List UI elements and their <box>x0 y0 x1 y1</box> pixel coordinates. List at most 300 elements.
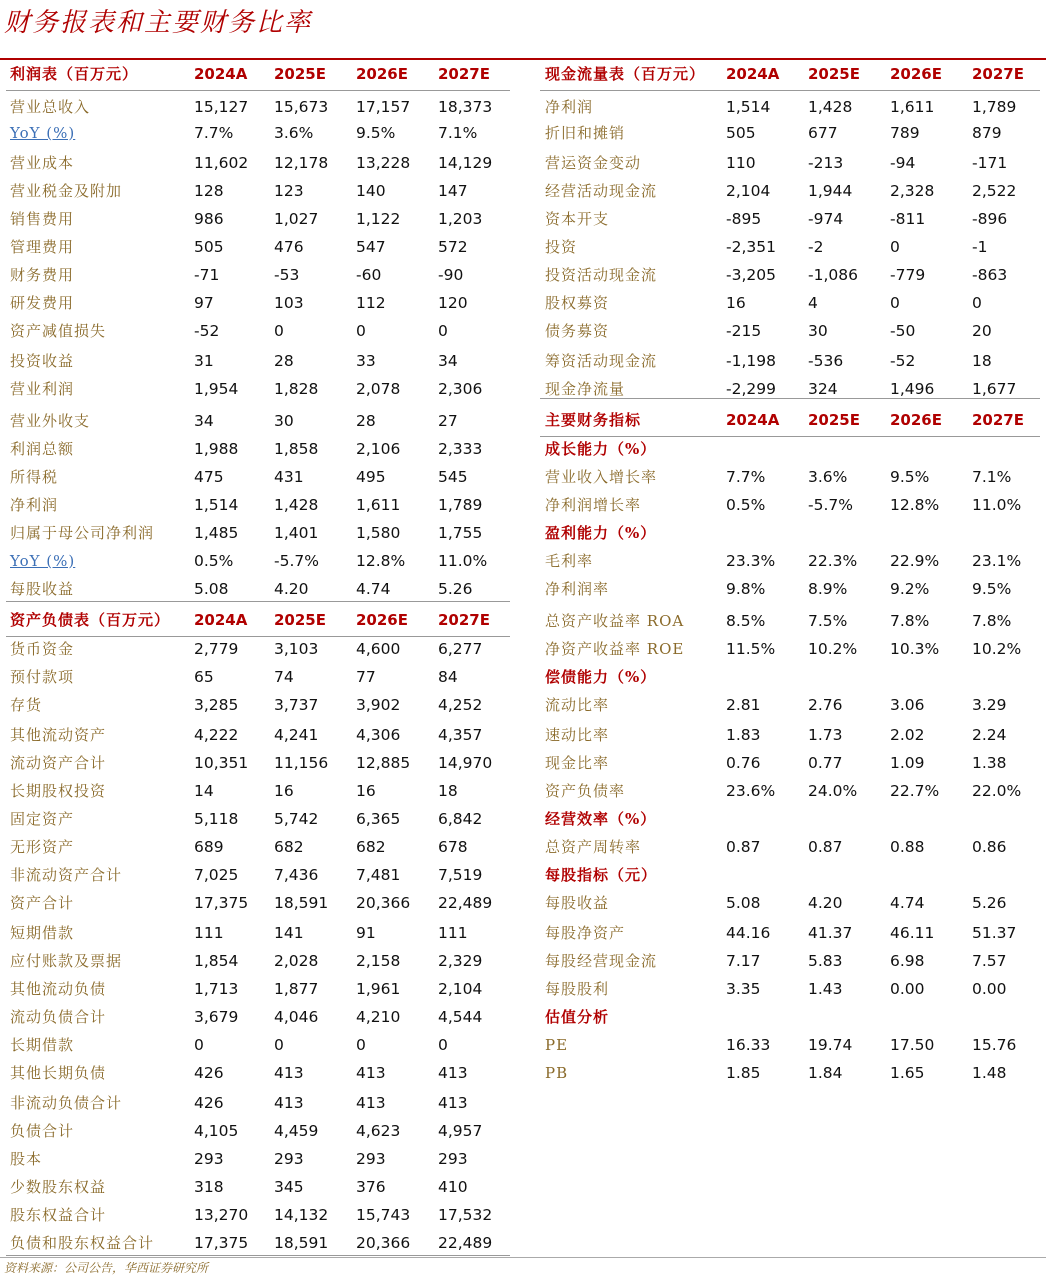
balance-row-value: 77 <box>356 668 376 686</box>
income-row-value: 1,428 <box>274 496 319 514</box>
ratios-row-value: 0.76 <box>726 754 761 772</box>
balance-row-value: 0 <box>438 1036 448 1054</box>
balance-row-value: 12,885 <box>356 754 411 772</box>
cashflow-row-label: 折旧和摊销 <box>545 124 626 142</box>
balance-row-value: 16 <box>274 782 294 800</box>
ratios-row-value: 9.8% <box>726 580 766 598</box>
balance-row-value: 10,351 <box>194 754 249 772</box>
cashflow-row-label: 经营活动现金流 <box>545 182 658 200</box>
balance-row-value: 3,285 <box>194 696 239 714</box>
cashflow-row-label: 资本开支 <box>545 210 610 228</box>
balance-row-value: 413 <box>438 1094 468 1112</box>
cashflow-row-value: 110 <box>726 154 756 172</box>
income-row-value: 147 <box>438 182 468 200</box>
ratios-row-value: 5.26 <box>972 894 1007 912</box>
ratios-row-label: 盈利能力（%） <box>545 524 657 542</box>
income-row-value: 11.0% <box>438 552 488 570</box>
income-title: 利润表（百万元） <box>10 65 139 83</box>
ratios-row-value: 41.37 <box>808 924 853 942</box>
income-row-value: 475 <box>194 468 224 486</box>
balance-row-value: 293 <box>438 1150 468 1168</box>
ratios-row-label: 现金比率 <box>545 754 610 772</box>
balance-row-value: 2,028 <box>274 952 319 970</box>
ratios-row-value: 0.87 <box>808 838 843 856</box>
balance-row-value: 4,210 <box>356 1008 401 1026</box>
ratios-row-value: -5.7% <box>808 496 853 514</box>
income-year-header: 2024A <box>194 65 248 83</box>
cashflow-row-value: 1,789 <box>972 98 1017 116</box>
income-row-value: 9.5% <box>356 124 396 142</box>
cashflow-year-header: 2024A <box>726 65 780 83</box>
cashflow-row-value: 2,104 <box>726 182 771 200</box>
balance-row-label: 无形资产 <box>10 838 75 856</box>
ratios-row-value: 8.5% <box>726 612 766 630</box>
ratios-row-label: 速动比率 <box>545 726 610 744</box>
balance-row-value: 1,961 <box>356 980 401 998</box>
balance-header-divider <box>6 636 510 637</box>
income-row-value: 572 <box>438 238 468 256</box>
cashflow-row-value: 1,611 <box>890 98 935 116</box>
balance-row-value: 426 <box>194 1064 224 1082</box>
balance-row-label: 流动负债合计 <box>10 1008 107 1026</box>
cashflow-row-value: 4 <box>808 294 818 312</box>
income-row-value: 34 <box>194 412 214 430</box>
balance-row-value: 318 <box>194 1178 224 1196</box>
balance-row-value: 4,241 <box>274 726 319 744</box>
cashflow-row-value: 324 <box>808 380 838 398</box>
income-row-value: 5.08 <box>194 580 229 598</box>
balance-row-label: 长期股权投资 <box>10 782 107 800</box>
balance-row-value: 13,270 <box>194 1206 249 1224</box>
balance-row-value: 293 <box>356 1150 386 1168</box>
ratios-row-value: 11.5% <box>726 640 776 658</box>
balance-title: 资产负债表（百万元） <box>10 611 171 629</box>
cashflow-row-value: 30 <box>808 322 828 340</box>
ratios-year-header: 2026E <box>890 411 942 429</box>
ratios-row-value: 0.00 <box>972 980 1007 998</box>
ratios-row-value: 7.7% <box>726 468 766 486</box>
income-row-value: 12,178 <box>274 154 329 172</box>
ratios-row-value: 23.1% <box>972 552 1022 570</box>
income-row-value: 1,611 <box>356 496 401 514</box>
ratios-row-value: 22.7% <box>890 782 940 800</box>
income-row-label: 净利润 <box>10 496 59 514</box>
balance-row-value: 7,519 <box>438 866 483 884</box>
income-row-label: 归属于母公司净利润 <box>10 524 155 542</box>
income-row-value: 547 <box>356 238 386 256</box>
balance-row-label: 固定资产 <box>10 810 75 828</box>
income-row-label: YoY (%) <box>10 124 76 142</box>
ratios-row-value: 23.6% <box>726 782 776 800</box>
ratios-row-value: 1.85 <box>726 1064 761 1082</box>
balance-row-value: 3,103 <box>274 640 319 658</box>
cashflow-row-value: -779 <box>890 266 926 284</box>
balance-row-value: 4,105 <box>194 1122 239 1140</box>
ratios-row-value: 0.86 <box>972 838 1007 856</box>
cashflow-row-value: 1,428 <box>808 98 853 116</box>
income-row-value: 1,122 <box>356 210 401 228</box>
income-row-value: 4.20 <box>274 580 309 598</box>
ratios-row-value: 10.2% <box>972 640 1022 658</box>
cashflow-row-value: 20 <box>972 322 992 340</box>
income-row-value: 1,203 <box>438 210 483 228</box>
balance-row-value: 3,737 <box>274 696 319 714</box>
balance-row-value: 2,329 <box>438 952 483 970</box>
income-row-value: 120 <box>438 294 468 312</box>
balance-row-value: 678 <box>438 838 468 856</box>
income-year-header: 2026E <box>356 65 408 83</box>
cashflow-row-value: 2,328 <box>890 182 935 200</box>
ratios-row-label: 资产负债率 <box>545 782 626 800</box>
balance-year-header: 2026E <box>356 611 408 629</box>
balance-row-value: 3,679 <box>194 1008 239 1026</box>
balance-row-label: 应付账款及票据 <box>10 952 123 970</box>
balance-row-label: 股东权益合计 <box>10 1206 107 1224</box>
cashflow-row-value: -171 <box>972 154 1008 172</box>
income-row-value: 2,333 <box>438 440 483 458</box>
income-row-value: 495 <box>356 468 386 486</box>
cashflow-row-value: -2,351 <box>726 238 776 256</box>
income-row-value: 0 <box>438 322 448 340</box>
cashflow-row-value: -213 <box>808 154 844 172</box>
balance-row-label: 负债和股东权益合计 <box>10 1234 155 1252</box>
balance-row-value: 2,104 <box>438 980 483 998</box>
cashflow-row-value: -1 <box>972 238 988 256</box>
cashflow-row-value: -1,086 <box>808 266 858 284</box>
cashflow-row-value: 879 <box>972 124 1002 142</box>
cashflow-year-header: 2025E <box>808 65 860 83</box>
ratios-row-value: 1.48 <box>972 1064 1007 1082</box>
income-row-label: 销售费用 <box>10 210 75 228</box>
income-row-value: 476 <box>274 238 304 256</box>
ratios-row-value: 0.77 <box>808 754 843 772</box>
balance-row-value: 682 <box>274 838 304 856</box>
balance-row-label: 少数股东权益 <box>10 1178 107 1196</box>
income-row-value: 27 <box>438 412 458 430</box>
balance-row-value: 14,132 <box>274 1206 329 1224</box>
cashflow-row-value: 1,514 <box>726 98 771 116</box>
balance-row-value: 20,366 <box>356 894 411 912</box>
ratios-row-label: 每股经营现金流 <box>545 952 658 970</box>
income-row-value: 13,228 <box>356 154 411 172</box>
ratios-row-label: 每股收益 <box>545 894 610 912</box>
income-row-value: 1,580 <box>356 524 401 542</box>
ratios-row-value: 2.76 <box>808 696 843 714</box>
ratios-row-label: 营业收入增长率 <box>545 468 658 486</box>
ratios-row-value: 1.73 <box>808 726 843 744</box>
balance-row-label: 其他流动资产 <box>10 726 107 744</box>
ratios-row-label: 估值分析 <box>545 1008 610 1026</box>
income-row-label: 营业利润 <box>10 380 75 398</box>
balance-row-value: 4,222 <box>194 726 239 744</box>
source-note: 资料来源：公司公告，华西证券研究所 <box>4 1261 209 1275</box>
ratios-row-value: 1.83 <box>726 726 761 744</box>
income-row-value: 2,106 <box>356 440 401 458</box>
income-row-value: -52 <box>194 322 220 340</box>
income-row-value: 1,401 <box>274 524 319 542</box>
income-row-value: 7.7% <box>194 124 234 142</box>
cashflow-row-value: -536 <box>808 352 844 370</box>
ratios-row-value: 23.3% <box>726 552 776 570</box>
cashflow-row-value: -50 <box>890 322 916 340</box>
balance-row-value: 111 <box>438 924 468 942</box>
ratios-row-label: 成长能力（%） <box>545 440 657 458</box>
balance-row-value: 2,779 <box>194 640 239 658</box>
ratios-row-value: 1.09 <box>890 754 925 772</box>
ratios-row-label: 偿债能力（%） <box>545 668 657 686</box>
ratios-row-value: 51.37 <box>972 924 1017 942</box>
cashflow-row-value: 505 <box>726 124 756 142</box>
cashflow-row-value: 2,522 <box>972 182 1017 200</box>
income-row-value: 0 <box>356 322 366 340</box>
balance-row-value: 6,277 <box>438 640 483 658</box>
income-row-value: 7.1% <box>438 124 478 142</box>
balance-row-value: 17,532 <box>438 1206 493 1224</box>
income-row-value: 5.26 <box>438 580 473 598</box>
balance-row-value: 7,481 <box>356 866 401 884</box>
ratios-row-value: 16.33 <box>726 1036 771 1054</box>
balance-row-value: 682 <box>356 838 386 856</box>
cashflow-row-value: -94 <box>890 154 916 172</box>
income-row-value: 97 <box>194 294 214 312</box>
income-row-label: 利润总额 <box>10 440 75 458</box>
ratios-row-label: 每股股利 <box>545 980 610 998</box>
ratios-row-value: 5.83 <box>808 952 843 970</box>
balance-year-header: 2024A <box>194 611 248 629</box>
income-row-value: 431 <box>274 468 304 486</box>
ratios-row-label: 每股指标（元） <box>545 866 658 884</box>
balance-row-label: 货币资金 <box>10 640 75 658</box>
income-year-header: 2027E <box>438 65 490 83</box>
ratios-row-value: 3.29 <box>972 696 1007 714</box>
balance-row-value: 413 <box>356 1094 386 1112</box>
balance-row-value: 293 <box>194 1150 224 1168</box>
balance-row-value: 84 <box>438 668 458 686</box>
balance-row-label: 其他流动负债 <box>10 980 107 998</box>
cashflow-header-divider <box>540 90 1040 91</box>
balance-row-value: 74 <box>274 668 294 686</box>
balance-row-value: 91 <box>356 924 376 942</box>
ratios-row-value: 44.16 <box>726 924 771 942</box>
cashflow-row-label: 净利润 <box>545 98 594 116</box>
balance-row-value: 1,854 <box>194 952 239 970</box>
income-row-value: -5.7% <box>274 552 319 570</box>
ratios-row-label: PE <box>545 1036 569 1054</box>
income-row-value: 986 <box>194 210 224 228</box>
balance-row-value: 689 <box>194 838 224 856</box>
ratios-row-value: 12.8% <box>890 496 940 514</box>
balance-row-value: 22,489 <box>438 894 493 912</box>
income-row-value: 3.6% <box>274 124 314 142</box>
income-row-value: 30 <box>274 412 294 430</box>
balance-row-value: 7,436 <box>274 866 319 884</box>
income-row-value: 15,127 <box>194 98 249 116</box>
balance-row-value: 14 <box>194 782 214 800</box>
balance-row-value: 426 <box>194 1094 224 1112</box>
balance-row-value: 410 <box>438 1178 468 1196</box>
income-row-label: 资产减值损失 <box>10 322 107 340</box>
cashflow-row-label: 现金净流量 <box>545 380 626 398</box>
ratios-row-value: 24.0% <box>808 782 858 800</box>
cashflow-row-value: 18 <box>972 352 992 370</box>
balance-row-value: 0 <box>274 1036 284 1054</box>
income-row-value: 1,858 <box>274 440 319 458</box>
income-row-value: 15,673 <box>274 98 329 116</box>
income-row-value: 28 <box>356 412 376 430</box>
income-row-value: 14,129 <box>438 154 493 172</box>
ratios-row-value: 10.3% <box>890 640 940 658</box>
ratios-row-label: 每股净资产 <box>545 924 626 942</box>
balance-row-value: 11,156 <box>274 754 329 772</box>
income-header-divider <box>6 90 510 91</box>
balance-row-value: 17,375 <box>194 894 249 912</box>
ratios-row-value: 4.74 <box>890 894 925 912</box>
balance-year-header: 2025E <box>274 611 326 629</box>
income-year-header: 2025E <box>274 65 326 83</box>
income-row-value: 2,306 <box>438 380 483 398</box>
ratios-row-value: 1.38 <box>972 754 1007 772</box>
income-row-value: 28 <box>274 352 294 370</box>
ratios-row-value: 15.76 <box>972 1036 1017 1054</box>
income-row-label: 投资收益 <box>10 352 75 370</box>
balance-row-value: 4,357 <box>438 726 483 744</box>
balance-row-label: 预付款项 <box>10 668 75 686</box>
income-row-value: 11,602 <box>194 154 249 172</box>
cashflow-row-value: -215 <box>726 322 762 340</box>
cashflow-row-value: 0 <box>972 294 982 312</box>
ratios-row-value: 2.81 <box>726 696 761 714</box>
ratios-row-value: 10.2% <box>808 640 858 658</box>
cashflow-row-value: 0 <box>890 294 900 312</box>
balance-row-label: 其他长期负债 <box>10 1064 107 1082</box>
cashflow-row-label: 债务募资 <box>545 322 610 340</box>
balance-row-value: 5,742 <box>274 810 319 828</box>
balance-year-header: 2027E <box>438 611 490 629</box>
cashflow-title: 现金流量表（百万元） <box>545 65 706 83</box>
page-title: 财务报表和主要财务比率 <box>4 8 313 38</box>
balance-row-value: 15,743 <box>356 1206 411 1224</box>
cashflow-row-label: 营运资金变动 <box>545 154 642 172</box>
balance-row-value: 18 <box>438 782 458 800</box>
balance-row-value: 413 <box>274 1094 304 1112</box>
income-row-value: 1,755 <box>438 524 483 542</box>
ratios-row-value: 7.8% <box>972 612 1012 630</box>
income-row-value: 505 <box>194 238 224 256</box>
ratios-row-label: 净资产收益率 ROE <box>545 640 685 658</box>
cashflow-row-value: -811 <box>890 210 926 228</box>
ratios-row-value: 22.9% <box>890 552 940 570</box>
balance-row-value: 0 <box>356 1036 366 1054</box>
income-row-label: 营业外收支 <box>10 412 91 430</box>
ratios-row-value: 7.8% <box>890 612 930 630</box>
ratios-row-value: 3.06 <box>890 696 925 714</box>
income-row-value: 1,954 <box>194 380 239 398</box>
income-row-label: 研发费用 <box>10 294 75 312</box>
ratios-row-label: PB <box>545 1064 569 1082</box>
balance-row-value: 20,366 <box>356 1234 411 1252</box>
income-row-value: 12.8% <box>356 552 406 570</box>
balance-row-value: 3,902 <box>356 696 401 714</box>
income-row-value: -60 <box>356 266 382 284</box>
cashflow-row-value: -863 <box>972 266 1008 284</box>
balance-row-label: 资产合计 <box>10 894 75 912</box>
income-row-label: 所得税 <box>10 468 59 486</box>
income-row-value: 4.74 <box>356 580 391 598</box>
balance-row-value: 4,459 <box>274 1122 319 1140</box>
cashflow-row-value: -974 <box>808 210 844 228</box>
cashflow-row-label: 投资活动现金流 <box>545 266 658 284</box>
income-row-value: 112 <box>356 294 386 312</box>
balance-row-value: 4,252 <box>438 696 483 714</box>
ratios-row-value: 2.02 <box>890 726 925 744</box>
balance-row-value: 376 <box>356 1178 386 1196</box>
cashflow-year-header: 2027E <box>972 65 1024 83</box>
ratios-year-header: 2024A <box>726 411 780 429</box>
ratios-row-value: 1.84 <box>808 1064 843 1082</box>
ratios-row-value: 0.88 <box>890 838 925 856</box>
income-row-value: -71 <box>194 266 220 284</box>
ratios-row-label: 经营效率（%） <box>545 810 657 828</box>
income-row-label: 财务费用 <box>10 266 75 284</box>
cashflow-row-value: 677 <box>808 124 838 142</box>
balance-row-value: 141 <box>274 924 304 942</box>
income-row-value: 1,514 <box>194 496 239 514</box>
ratios-row-value: 7.57 <box>972 952 1007 970</box>
ratios-row-value: 0.87 <box>726 838 761 856</box>
balance-row-value: 0 <box>194 1036 204 1054</box>
balance-row-value: 18,591 <box>274 894 329 912</box>
ratios-year-header: 2027E <box>972 411 1024 429</box>
ratios-row-label: 总资产周转率 <box>545 838 642 856</box>
ratios-row-value: 9.5% <box>890 468 930 486</box>
income-row-label: 管理费用 <box>10 238 75 256</box>
income-row-value: 1,027 <box>274 210 319 228</box>
ratios-row-value: 1.65 <box>890 1064 925 1082</box>
income-row-value: 1,789 <box>438 496 483 514</box>
income-row-label: 营业总收入 <box>10 98 91 116</box>
cashflow-row-value: -2,299 <box>726 380 776 398</box>
balance-row-value: 16 <box>356 782 376 800</box>
ratios-row-label: 毛利率 <box>545 552 594 570</box>
cashflow-row-value: 16 <box>726 294 746 312</box>
balance-row-label: 短期借款 <box>10 924 75 942</box>
cashflow-row-value: 1,496 <box>890 380 935 398</box>
balance-row-value: 1,877 <box>274 980 319 998</box>
balance-row-value: 18,591 <box>274 1234 329 1252</box>
income-row-value: 103 <box>274 294 304 312</box>
balance-row-value: 4,600 <box>356 640 401 658</box>
ratios-row-value: 6.98 <box>890 952 925 970</box>
ratios-row-value: 2.24 <box>972 726 1007 744</box>
income-row-value: 2,078 <box>356 380 401 398</box>
income-row-value: -90 <box>438 266 464 284</box>
ratios-row-value: 17.50 <box>890 1036 935 1054</box>
balance-row-label: 存货 <box>10 696 43 714</box>
balance-row-value: 17,375 <box>194 1234 249 1252</box>
ratios-year-header: 2025E <box>808 411 860 429</box>
ratios-row-value: 8.9% <box>808 580 848 598</box>
balance-row-label: 长期借款 <box>10 1036 75 1054</box>
income-row-value: 0 <box>274 322 284 340</box>
ratios-row-value: 22.3% <box>808 552 858 570</box>
income-row-label: 营业税金及附加 <box>10 182 123 200</box>
balance-row-value: 6,365 <box>356 810 401 828</box>
balance-row-value: 413 <box>438 1064 468 1082</box>
cashflow-row-value: 0 <box>890 238 900 256</box>
balance-row-value: 7,025 <box>194 866 239 884</box>
ratios-row-value: 5.08 <box>726 894 761 912</box>
cashflow-row-label: 投资 <box>545 238 578 256</box>
